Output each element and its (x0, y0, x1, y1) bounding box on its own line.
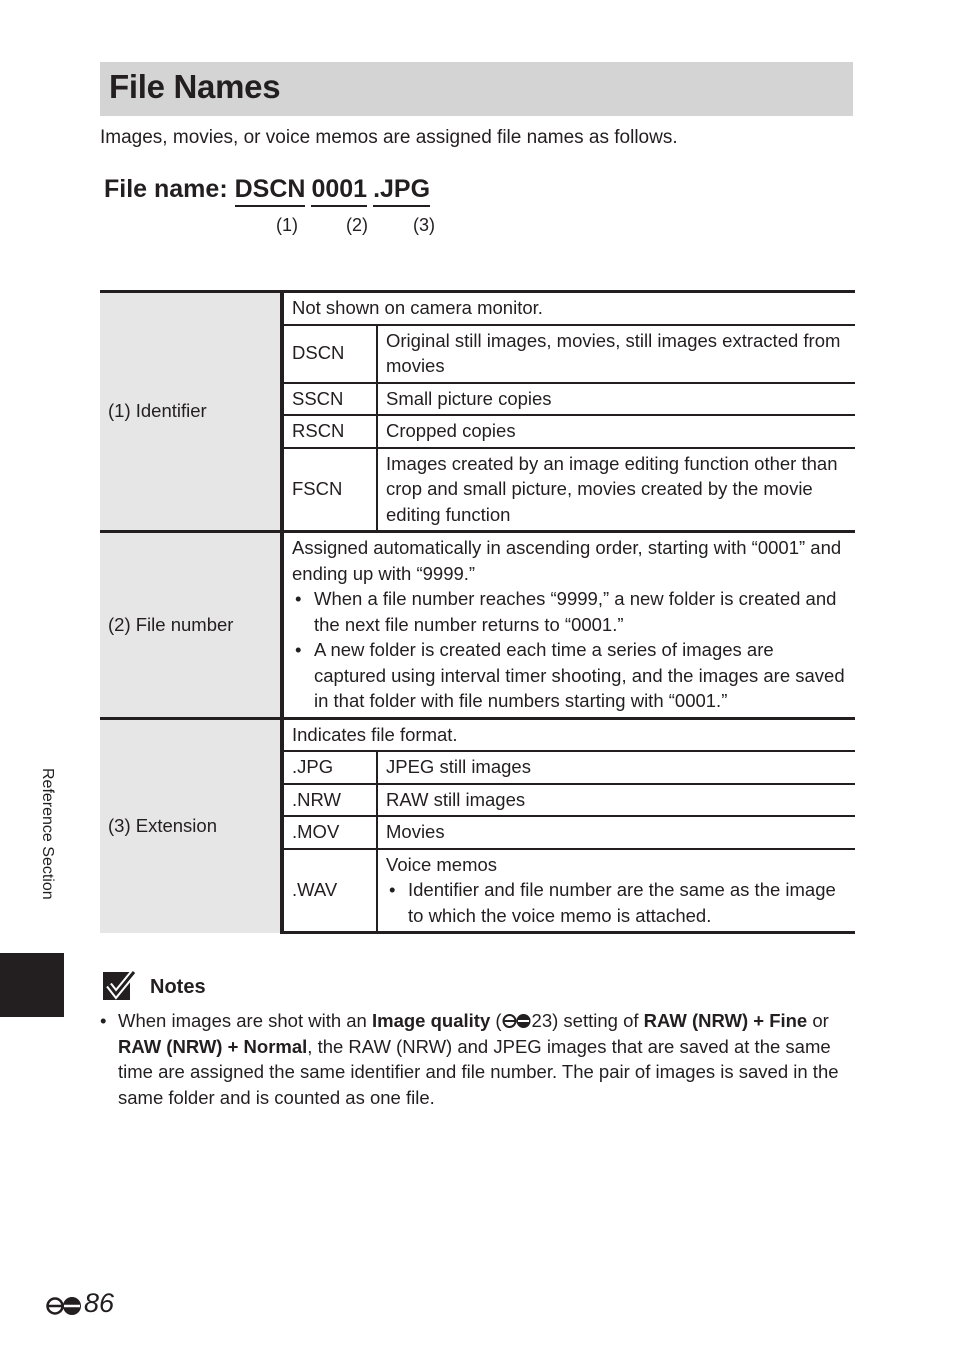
notes-ref-page: 23 (531, 1010, 553, 1031)
desc-cell (377, 849, 855, 933)
desc-cell: Images created by an image editing function other than crop and small picture, movies created by the movie editing function (377, 448, 855, 532)
page-title: File Names (109, 68, 281, 105)
code-cell: FSCN (282, 448, 377, 532)
marker-1: (1) (276, 215, 298, 235)
side-label (36, 768, 58, 938)
notes-bold-option: RAW (NRW) + Normal (118, 1035, 308, 1057)
notes-text: When images are shot with an (118, 1010, 372, 1031)
extension-label: (3) Extension (100, 718, 282, 933)
marker-3: (3) (413, 215, 435, 235)
notes-text: or (807, 1010, 829, 1031)
page-number-text: 86 (84, 1288, 115, 1318)
checkmark-notes-icon (102, 970, 136, 1002)
file-name-part-identifier: DSCN (235, 175, 306, 207)
wav-desc: Voice memos (386, 853, 498, 875)
desc-cell: JPEG still images (377, 751, 855, 784)
file-number-cell (282, 532, 855, 719)
reference-section-icon (502, 1013, 532, 1029)
file-name-part-number: 0001 (311, 175, 367, 207)
file-name-table (100, 290, 855, 934)
file-name-label: File name: (104, 175, 235, 203)
file-number-desc: Assigned automatically in ascending order, starting with “0001” and ending up with “9999.” (292, 537, 842, 584)
code-cell: SSCN (282, 383, 377, 416)
table-row (100, 292, 855, 325)
table-row (100, 532, 855, 719)
section-tab (0, 953, 64, 1017)
code-cell: DSCN (282, 325, 377, 383)
notes-body (100, 1008, 855, 1110)
notes-bold-option: RAW (NRW) + Fine (643, 1010, 808, 1031)
notes-text: ) setting of (552, 1010, 644, 1031)
file-name-example (104, 175, 430, 207)
desc-cell: RAW still images (377, 784, 855, 817)
code-cell: .NRW (282, 784, 377, 817)
table-row (100, 718, 855, 751)
title-bar (100, 62, 853, 116)
file-number-bullets (292, 586, 847, 714)
file-name-part-extension: .JPG (373, 175, 430, 207)
identifier-desc: Not shown on camera monitor. (282, 292, 855, 325)
intro-text: Images, movies, or voice memos are assigned file names as follows. (100, 127, 678, 148)
desc-cell: Original still images, movies, still images extracted from movies (377, 325, 855, 383)
list-item: • A new folder is created each time a series of images are captured using interval timer shooting, and the images are saved in that folder with file numbers starting with “0001.” (292, 637, 847, 714)
notes-bold-setting: Image quality (372, 1010, 491, 1031)
bullet-icon: • (100, 1010, 107, 1031)
notes-paragraph (118, 1008, 855, 1110)
list-item: • When a file number reaches “9999,” a new folder is created and the next file number returns to “0001.” (292, 586, 847, 637)
desc-cell: Small picture copies (377, 383, 855, 416)
side-label-text: Reference Section (39, 768, 56, 900)
code-cell: .WAV (282, 849, 377, 933)
extension-desc: Indicates file format. (282, 718, 855, 751)
notes-title: Notes (150, 976, 206, 998)
code-cell: .JPG (282, 751, 377, 784)
desc-cell: Cropped copies (377, 415, 855, 448)
list-item: • Identifier and file number are the same as the image to which the voice memo is attached. (386, 877, 847, 928)
notes-text: ( (490, 1010, 502, 1031)
notes-heading (102, 970, 242, 1002)
code-cell: RSCN (282, 415, 377, 448)
wav-bullets (386, 877, 847, 928)
file-number-label: (2) File number (100, 532, 282, 719)
identifier-label: (1) Identifier (100, 292, 282, 532)
reference-section-icon (46, 1296, 82, 1316)
notes-text: , the RAW (NRW) and JPEG images that are saved at the same time are assigned the same identifier and file number. The pair of images is saved in the same folder and is counted as one file. (118, 1035, 839, 1108)
desc-cell: Movies (377, 816, 855, 849)
marker-2: (2) (346, 215, 368, 235)
code-cell: .MOV (282, 816, 377, 849)
